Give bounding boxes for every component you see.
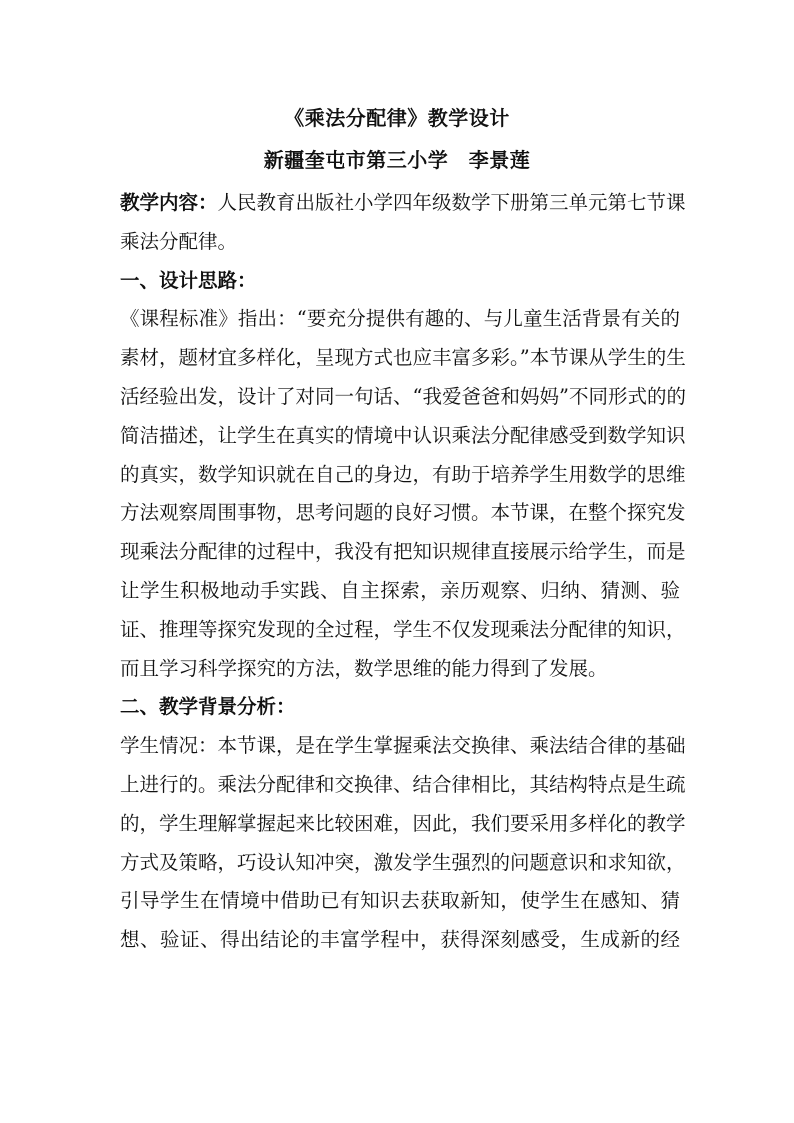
paragraph-line: 证、推理等探究发现的全过程，学生不仅发现乘法分配律的知识， (120, 617, 686, 641)
paragraph-line: 方式及策略，巧设认知冲突，激发学生强烈的问题意识和求知欲， (120, 850, 686, 874)
paragraph-line: 现乘法分配律的过程中，我没有把知识规律直接展示给学生，而是 (120, 540, 686, 564)
content-text: 人民教育出版社小学四年级数学下册第三单元第七节课 (217, 191, 686, 214)
paragraph-line: 想、验证、得出结论的丰富学程中，获得深刻感受，生成新的经 (120, 928, 680, 952)
paragraph-line: 让学生积极地动手实践、自主探索，亲历观察、归纳、猜测、验 (120, 578, 680, 602)
section-heading-design-idea: 一、设计思路： (120, 268, 257, 292)
paragraph-line: 素材，题材宜多样化，呈现方式也应丰富多彩。”本节课从学生的生 (120, 346, 686, 370)
paragraph-line: 而且学习科学探究的方法，数学思维的能力得到了发展。 (120, 656, 608, 680)
paragraph-line: 《课程标准》指出：“要充分提供有趣的、与儿童生活背景有关的 (120, 307, 680, 331)
paragraph-line: 简洁描述，让学生在真实的情境中认识乘法分配律感受到数学知识 (120, 423, 686, 447)
document-title: 《乘法分配律》教学设计 (284, 106, 510, 130)
paragraph-line: 学生情况：本节课，是在学生掌握乘法交换律、乘法结合律的基础 (120, 734, 686, 758)
document-body (120, 184, 686, 960)
section-heading-background-analysis: 二、教学背景分析： (120, 695, 296, 719)
paragraph-line: 活经验出发，设计了对同一句话、“我爱爸爸和妈妈”不同形式的的 (120, 384, 686, 408)
paragraph-line: 方法观察周围事物，思考问题的良好习惯。本节课，在整个探究发 (120, 501, 686, 525)
content-label: 教学内容： (120, 191, 218, 214)
paragraph-line: 上进行的。乘法分配律和交换律、结合律相比，其结构特点是生疏 (120, 772, 686, 796)
paragraph-line: 引导学生在情境中借助已有知识去获取新知，使学生在感知、猜 (120, 889, 680, 913)
paragraph-line: 的真实，数学知识就在自己的身边，有助于培养学生用数学的思维 (120, 462, 686, 486)
paragraph-line: 的，学生理解掌握起来比较困难，因此，我们要采用多样化的教学 (120, 811, 686, 835)
content-text-continued: 乘法分配律。 (120, 229, 238, 253)
content-line (120, 184, 686, 223)
author-line: 新疆奎屯市第三小学 李景莲 (263, 148, 531, 172)
